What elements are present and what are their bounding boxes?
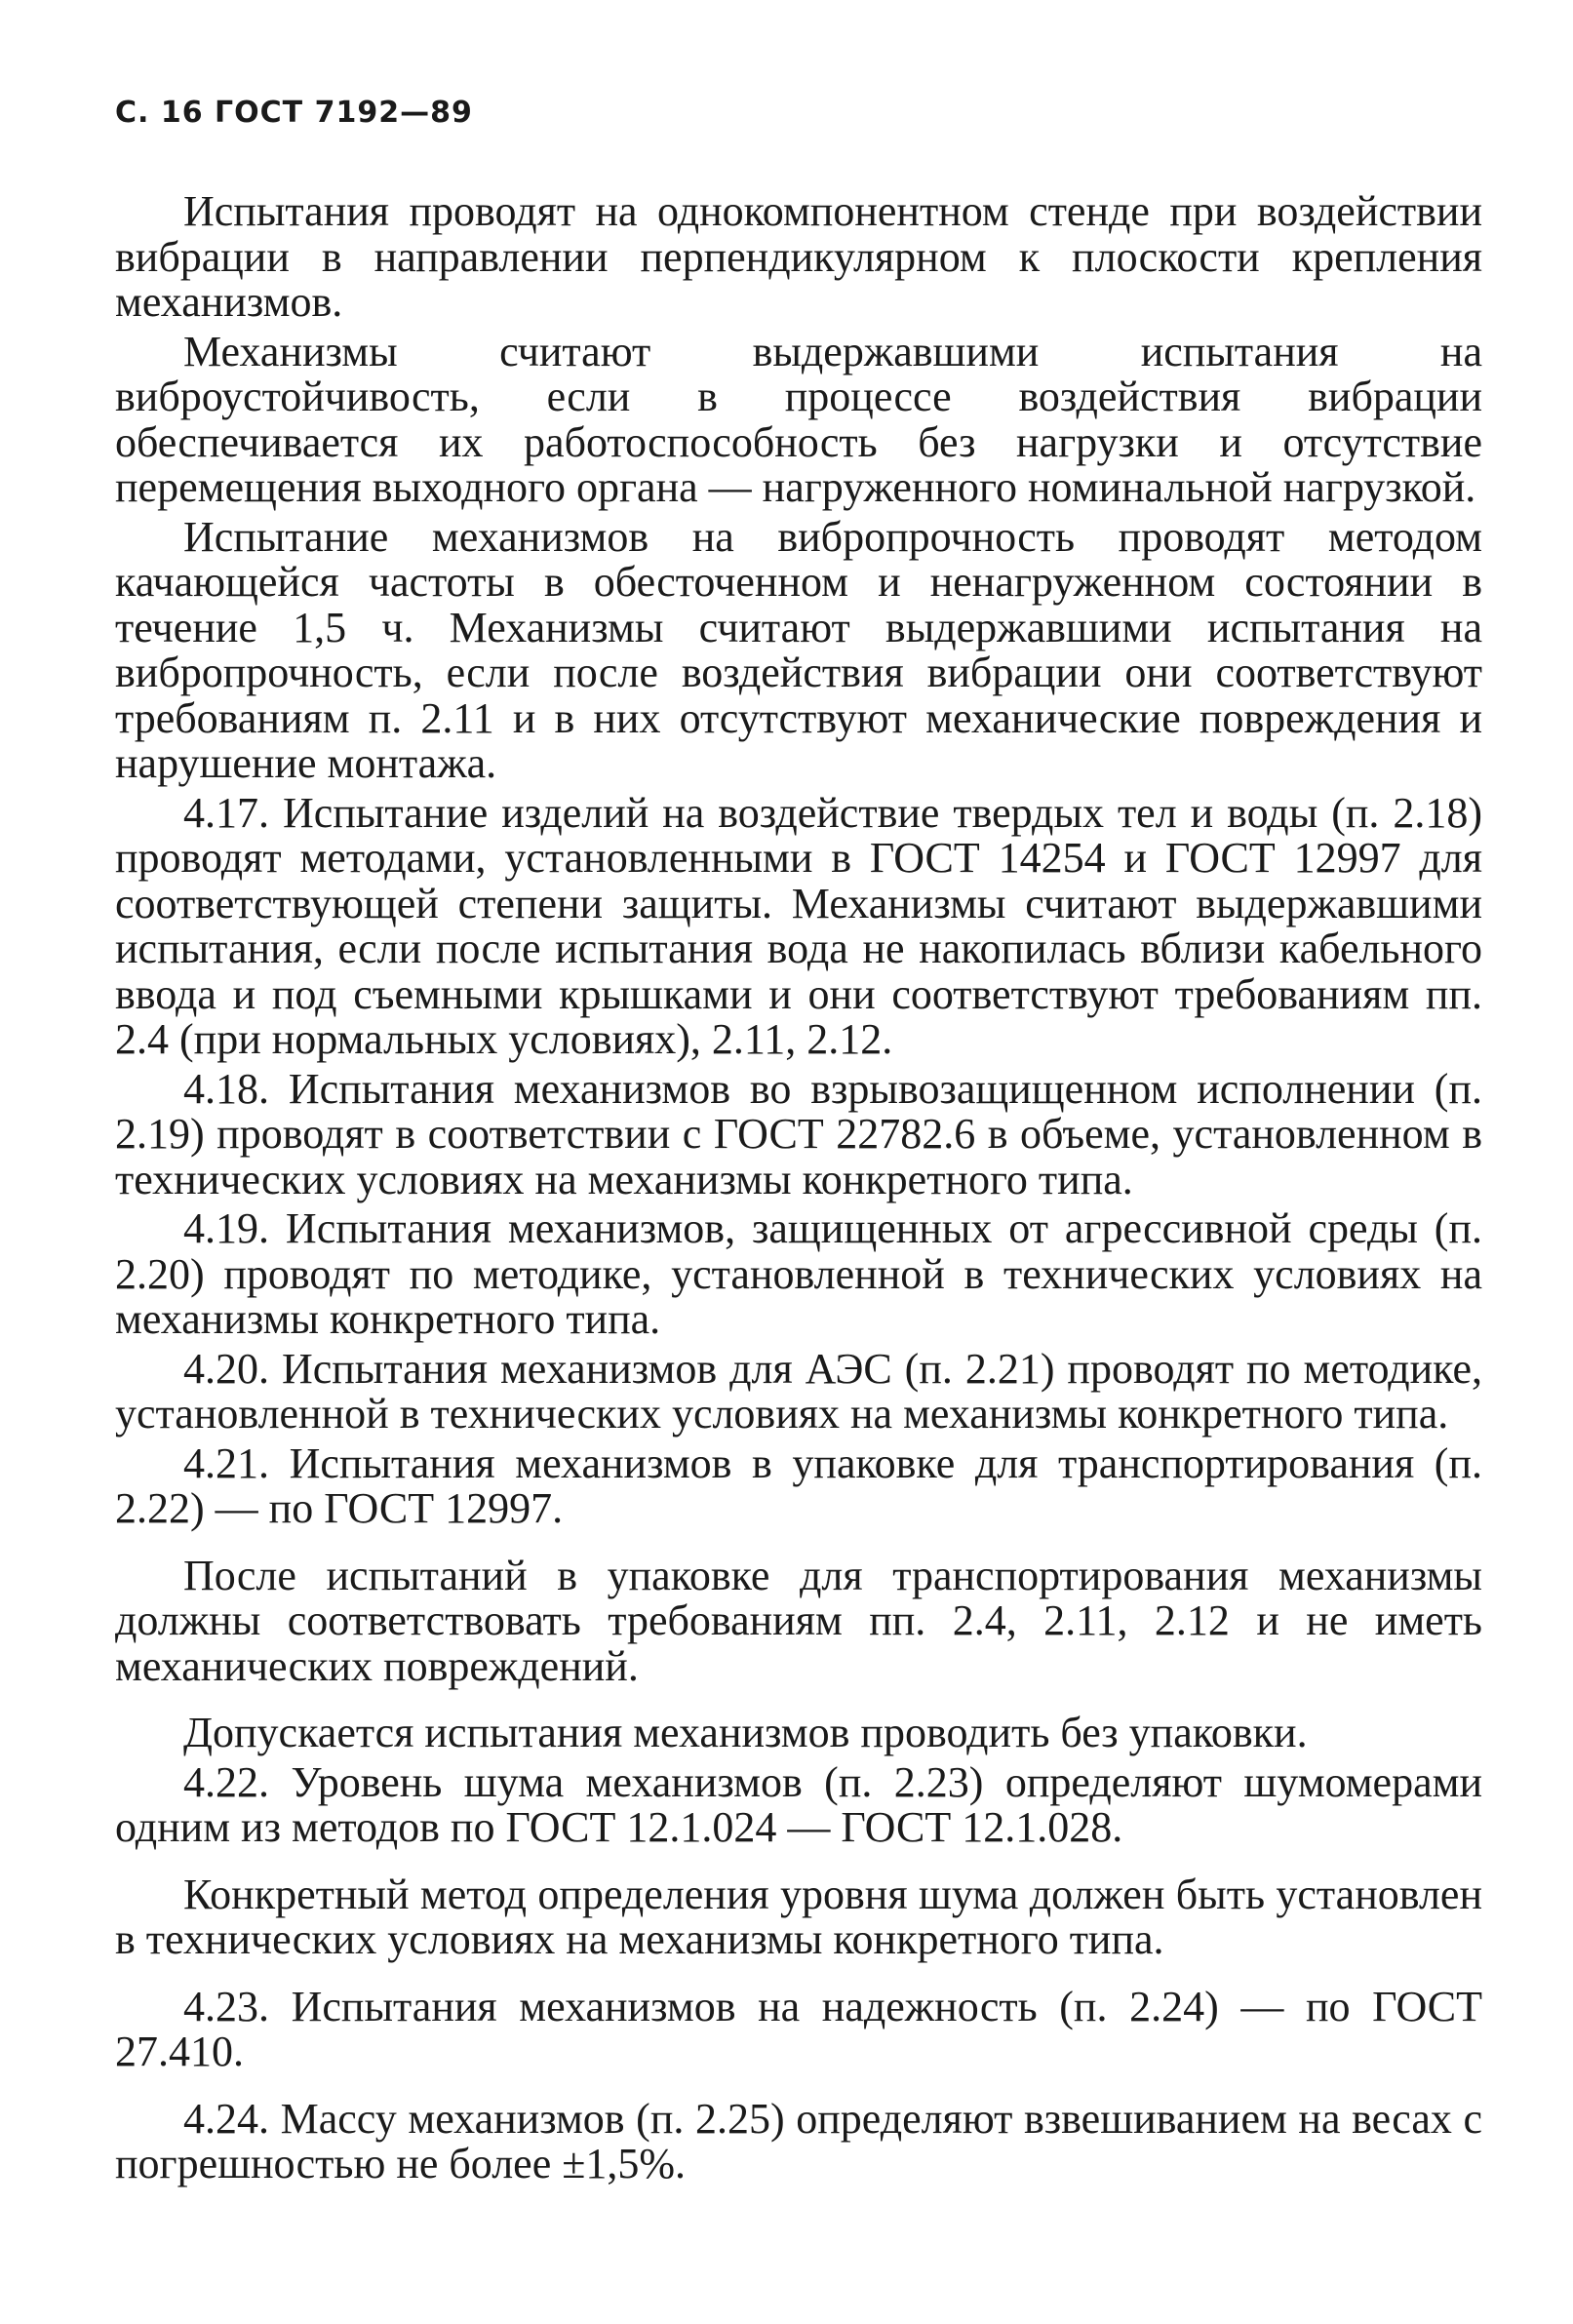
page-running-head: С. 16 ГОСТ 7192—89 — [115, 96, 473, 130]
paragraph: После испытаний в упаковке для транспортирования механизмы должны соответствовать требованиям пп. 2.4, 2.11, 2.12 и не иметь механических повреждений. — [115, 1551, 1482, 1690]
paragraph: Механизмы считают выдержавшими испытания на виброустойчивость, если в процессе воздействия вибрации обеспечивается их работоспособность без нагрузки и отсутствие перемещения выходного органа — нагруженного номинальной нагрузкой. — [115, 327, 1482, 511]
document-body — [115, 189, 1482, 2187]
paragraph-4-19: 4.19. Испытания механизмов, защищенных от агрессивной среды (п. 2.20) проводят по методике, установленной в технических условиях на механизмы конкретного типа. — [115, 1204, 1482, 1343]
paragraph-4-18: 4.18. Испытания механизмов во взрывозащищенном исполнении (п. 2.19) проводят в соответствии с ГОСТ 22782.6 в объеме, установленном в технических условиях на механизмы конкретного типа. — [115, 1064, 1482, 1203]
paragraph: Конкретный метод определения уровня шума должен быть установлен в технических условиях на механизмы конкретного типа. — [115, 1870, 1482, 1963]
paragraph: Допускается испытания механизмов проводить без упаковки. — [183, 1709, 1308, 1756]
paragraph-4-17: 4.17. Испытание изделий на воздействие твердых тел и воды (п. 2.18) проводят методами, установленными в ГОСТ 14254 и ГОСТ 12997 для соответствующей степени защиты. Механизмы считают выдержавшими испытания, если после испытания вода не накопилась вблизи кабельного ввода и под съемными крышками и они соответствуют требованиям пп. 2.4 (при нормальных условиях), 2.11, 2.12. — [115, 788, 1482, 1063]
paragraph-4-22: 4.22. Уровень шума механизмов (п. 2.23) определяют шумомерами одним из методов по ГОСТ 12.1.024 — ГОСТ 12.1.028. — [115, 1757, 1482, 1851]
paragraph-4-20: 4.20. Испытания механизмов для АЭС (п. 2.21) проводят по методике, установленной в технических условиях на механизмы конкретного типа. — [115, 1344, 1482, 1438]
paragraph-4-21: 4.21. Испытания механизмов в упаковке для транспортирования (п. 2.22) — по ГОСТ 12997. — [115, 1438, 1482, 1532]
paragraph-4-23: 4.23. Испытания механизмов на надежность (п. 2.24) — по ГОСТ 27.410. — [115, 1982, 1482, 2075]
paragraph-4-24: 4.24. Массу механизмов (п. 2.25) определяют взвешиванием на весах с погрешностью не более ±1,5%. — [115, 2094, 1482, 2187]
paragraph: Испытания проводят на однокомпонентном стенде при воздействии вибрации в направлении перпендикулярном к плоскости крепления механизмов. — [115, 187, 1482, 326]
document-page — [115, 94, 1482, 2191]
paragraph: Испытание механизмов на вибропрочность проводят методом качающейся частоты в обесточенном и ненагруженном состоянии в течение 1,5 ч. Механизмы считают выдержавшими испытания на вибропрочность, если после воздействия вибрации они соответствуют требованиям п. 2.11 и в них отсутствуют механические повреждения и нарушение монтажа. — [115, 512, 1482, 787]
